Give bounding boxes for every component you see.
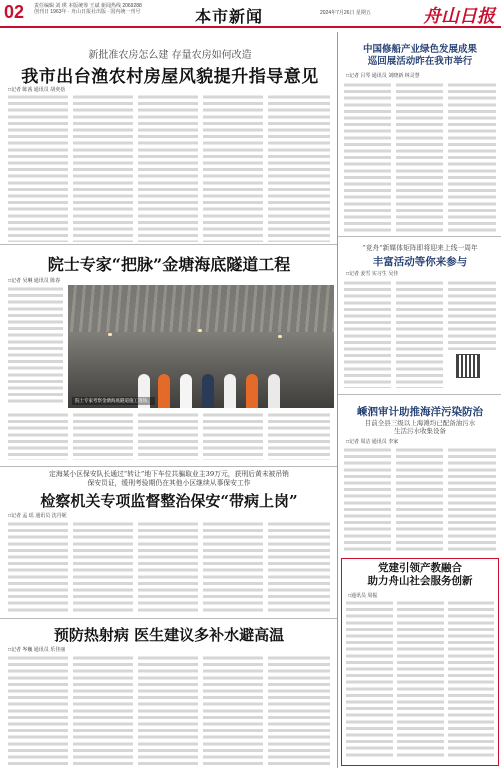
- lead-headline: 我市出台渔农村房屋风貌提升指导意见: [21, 67, 319, 87]
- section-rule: [0, 466, 337, 467]
- procuratorate-kicker-line1: 定海某小区保安队长通过“转让”地下车位共骗取业主39万元，获刑后黄未被吊销: [49, 470, 289, 478]
- right-top-text-col-1: [344, 82, 391, 232]
- person-figure: [158, 374, 170, 408]
- masthead-meta: [34, 3, 184, 15]
- tunnel-text-col-5: [203, 412, 263, 460]
- tunnel-ceiling: [68, 285, 334, 332]
- section-rule: [338, 394, 501, 395]
- meta-line-2: 创刊日 1963年 · 舟山日报社出版 · 国内统一刊号: [34, 9, 141, 15]
- right-mid-text-col-2: [396, 280, 443, 388]
- qr-code-icon: [456, 354, 480, 378]
- person-figure: [268, 374, 280, 408]
- page-number: 02: [4, 2, 25, 22]
- procuratorate-text-col-4: [203, 521, 263, 613]
- pollution-subhead-line2: 生活污水收集设备: [394, 427, 446, 435]
- lead-text-col-1: [8, 94, 68, 242]
- party-headline: [344, 562, 496, 588]
- tunnel-text-col-4: [138, 412, 198, 460]
- right-top-text-col-3: [448, 82, 496, 232]
- procuratorate-text-col-5: [268, 521, 330, 613]
- lead-kicker: 新批准农房怎么建 存量农房如何改造: [88, 50, 252, 61]
- person-figure: [180, 374, 192, 408]
- party-headline-line1: 党建引领产教融合: [378, 562, 462, 574]
- heat-text-col-1: [8, 655, 68, 765]
- masthead: [0, 0, 501, 28]
- tunnel-photo: [68, 285, 334, 408]
- procuratorate-text-col-3: [138, 521, 198, 613]
- tunnel-text-col-1: [8, 286, 63, 406]
- pollution-headline: 嵊泗审计助推海洋污染防治: [357, 406, 483, 418]
- right-mid-kicker: “竞舟”新媒体矩阵即将迎来上线一周年: [362, 244, 478, 252]
- person-figure: [246, 374, 258, 408]
- lead-text-col-2: [73, 94, 133, 242]
- section-title: 本市新闻: [195, 7, 264, 26]
- person-figure: [202, 374, 214, 408]
- tunnel-light: [198, 329, 202, 332]
- procuratorate-text-col-2: [73, 521, 133, 613]
- lead-text-col-4: [203, 94, 263, 242]
- lead-byline: □记者 陈茜 通讯员 胡奕蓓: [8, 87, 66, 93]
- tunnel-text-col-3: [73, 412, 133, 460]
- right-mid-headline: 丰富活动等你来参与: [372, 256, 468, 268]
- heat-headline: 预防热射病 医生建议多补水避高温: [53, 626, 285, 644]
- pollution-subhead-line1: 目前全县三级以上海滩均已配备油污水: [364, 419, 476, 427]
- party-text-col-1: [346, 600, 393, 760]
- right-top-headline-line1: 中国修船产业绿色发展成果: [362, 44, 477, 55]
- pollution-text-col-1: [344, 447, 391, 551]
- pollution-text-col-2: [396, 447, 443, 551]
- procuratorate-kicker-line2: 保安员证，缓刑考验期仍在其他小区继续从事保安工作: [87, 479, 251, 487]
- heat-text-col-2: [73, 655, 133, 765]
- heat-text-col-5: [268, 655, 330, 765]
- tunnel-light: [108, 333, 112, 336]
- procuratorate-headline: 检察机关专项监督整治保安“带病上岗”: [40, 492, 298, 510]
- tunnel-byline: □记者 吴琳 通讯员 陈春: [8, 278, 61, 284]
- section-rule: [0, 618, 337, 619]
- party-text-col-3: [448, 600, 494, 760]
- heat-byline: □记者 岑巍 通讯员 乐佳丽: [8, 647, 66, 653]
- tunnel-text-col-6: [268, 412, 330, 460]
- pollution-subhead: [342, 419, 498, 435]
- lead-text-col-3: [138, 94, 198, 242]
- tunnel-light: [278, 335, 282, 338]
- pollution-text-col-3: [448, 447, 496, 551]
- right-mid-byline: □记者 姜雪 实习生 吴佳: [346, 271, 399, 277]
- lead-text-col-5: [268, 94, 330, 242]
- right-mid-text-col-1: [344, 280, 391, 388]
- pollution-byline: □记者 周洁 通讯员 李家: [346, 439, 399, 445]
- party-byline: □通讯员 周振: [348, 593, 378, 599]
- right-mid-text-col-3: [448, 280, 496, 350]
- section-rule: [338, 236, 501, 237]
- right-top-headline-line2: 巡回展活动昨在我市举行: [367, 56, 473, 67]
- meta-line-1: 责任编辑 刘 瑛 本版统筹 王斌 新闻热线 2069288: [34, 3, 142, 9]
- tunnel-headline: 院士专家“把脉”金塘海底隧道工程: [47, 255, 291, 274]
- section-rule: [0, 244, 337, 245]
- column-divider: [337, 32, 338, 768]
- person-figure: [224, 374, 236, 408]
- right-top-byline: □记者 吕琴 通讯员 刘晓新 林灵慧: [346, 73, 420, 79]
- procuratorate-kicker: [4, 470, 334, 488]
- newspaper-logo: 舟山日报: [423, 6, 495, 27]
- party-headline-line2: 助力舟山社会服务创新: [367, 575, 473, 587]
- right-top-headline: [344, 44, 496, 68]
- party-text-col-2: [397, 600, 444, 760]
- procuratorate-text-col-1: [8, 521, 68, 613]
- heat-text-col-3: [138, 655, 198, 765]
- heat-text-col-4: [203, 655, 263, 765]
- procuratorate-byline: □记者 孟 瑶 通讯员 沈丹妮: [8, 513, 67, 519]
- issue-date: 2024年7月26日 星期五: [320, 10, 371, 16]
- right-top-text-col-2: [396, 82, 443, 232]
- photo-caption: 院士专家考察金塘海底隧道施工现场。: [72, 397, 155, 405]
- tunnel-text-col-2: [8, 412, 68, 460]
